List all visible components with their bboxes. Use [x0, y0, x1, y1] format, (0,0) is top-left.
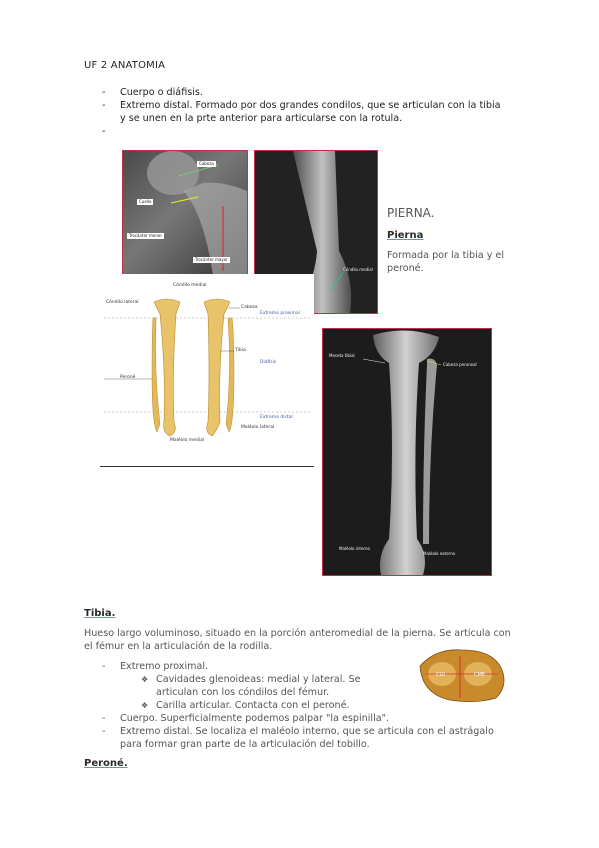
- top-list: [84, 86, 504, 138]
- tibia-plateau-image: [416, 646, 508, 704]
- tibia-heading: Tibia.: [84, 608, 116, 619]
- label-condilo-medial: Cóndilo medial: [343, 267, 373, 272]
- tibial-plateau-illustration: [416, 646, 508, 704]
- label-maleolo-medial: Maléolo medial: [170, 438, 205, 443]
- label-tibia: Tibia: [235, 348, 246, 353]
- label-perone: Peroné: [120, 375, 136, 380]
- label-diafisis: Diáfisis: [260, 360, 277, 365]
- femur-proximal-xray: [122, 150, 248, 276]
- pierna-subheading: Pierna: [387, 230, 424, 241]
- divider-line: [100, 466, 314, 467]
- label-cabeza: Cabeza: [241, 305, 258, 310]
- list-item: ❖ Carilla articular. Contacta con el peroné.: [84, 699, 384, 712]
- tibia-list-1: [84, 660, 384, 673]
- label-maleolo-interno: Maléolo interno: [339, 546, 370, 551]
- label-cuello: Cuello: [139, 199, 152, 204]
- label-meseta-tibial: Meseta tibial: [329, 353, 355, 358]
- list-item: ❖ Cavidades glenoideas: medial y lateral. Se articulan con los cóndilos del fémur.: [84, 673, 384, 699]
- label-extremo-proximal: Extremo proximal: [260, 311, 300, 316]
- label-condilo-medial: Cóndilo medial: [173, 283, 207, 288]
- perone-heading: Peroné.: [84, 758, 128, 769]
- tibia-sublist: [84, 673, 384, 712]
- label-condilo-lateral: Cóndilo lateral: [106, 300, 139, 305]
- label-cme: CME: [474, 672, 485, 678]
- leg-bones-diagram: [100, 274, 314, 446]
- list-item: - Cuerpo o diáfisis.: [84, 86, 504, 99]
- label-cabeza-peroneal: Cabeza peroneal: [443, 362, 477, 367]
- label-cgi: CGI: [436, 672, 445, 678]
- list-item: - Extremo distal. Formado por dos grandes condilos, que se articulan con la tibia y se unen en la prte anterior para articularse con la rotula.: [84, 99, 504, 125]
- label-maleolo-lateral: Maléolo lateral: [241, 425, 275, 430]
- label-maleolo-externo: Maléolo externo: [423, 551, 456, 556]
- tibia-intro: Hueso largo voluminoso, situado en la porción anteromedial de la pierna. Se articula con el fémur en la articulación de la rodilla.: [84, 628, 511, 652]
- label-cabeza: Cabeza: [199, 161, 214, 166]
- list-item: - Extremo distal. Se localiza el maléolo interno, que se articula con el astrágalo para formar gran parte de la articulación del tobillo.: [84, 725, 504, 751]
- leg-xray: [322, 328, 492, 576]
- pierna-text: Formada por la tibia y el peroné.: [387, 250, 505, 274]
- label-extremo-distal: Extremo distal: [260, 415, 293, 420]
- label-trocanter-mayor: Trocánter mayor: [195, 257, 228, 262]
- list-item: - Cuerpo. Superficialmente podemos palpar "la espinilla".: [84, 712, 504, 725]
- pierna-heading: PIERNA.: [387, 206, 435, 220]
- label-trocanter-menor: Trocánter menor: [129, 233, 162, 238]
- list-item: [84, 125, 504, 138]
- list-item: - Extremo proximal.: [84, 660, 384, 673]
- tibia-list-2: [84, 712, 504, 751]
- document-title: UF 2 ANATOMIA: [84, 60, 166, 71]
